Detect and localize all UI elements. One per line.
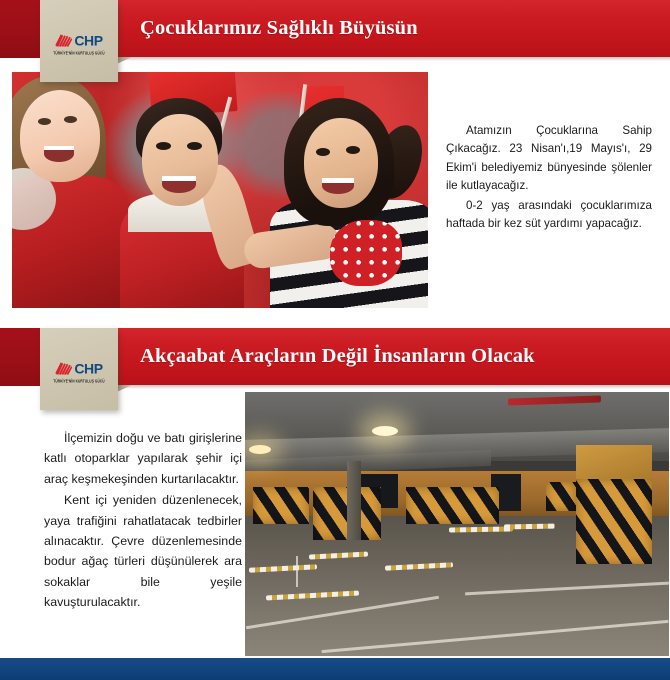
- garage-pillar: [347, 461, 361, 540]
- child-right-face: [304, 118, 378, 208]
- child-left-smile: [44, 146, 74, 162]
- paragraph: Kent içi yeniden düzenlenecek, yaya trafiğini rahatlatacak tedbirler alınacaktır. Çevre düzenlemesinde bodur ağaç türleri düşünülerek ara sokaklar bile yeşile kavuşturulacaktır.: [44, 493, 242, 610]
- chp-logo-row: [55, 33, 102, 47]
- child-center-eye: [156, 142, 171, 150]
- child-right-eye: [346, 146, 360, 154]
- banner-left-stub: [0, 0, 40, 58]
- garage-striped-column: [406, 487, 499, 524]
- child-center-smile: [162, 176, 196, 193]
- chp-logo-card-parking: [40, 328, 118, 410]
- section-title-children: Çocuklarımız Sağlıklı Büyüsün: [140, 17, 418, 39]
- wheel-stopper: [504, 524, 555, 530]
- chp-logo-text: CHP: [74, 32, 103, 49]
- chp-logo-text: CHP: [74, 360, 103, 377]
- chp-logo: [53, 33, 104, 55]
- six-arrows-emblem-icon: [55, 33, 72, 47]
- child-right-polka-dot-scarf: [330, 220, 402, 286]
- body-text-children: [446, 122, 652, 233]
- chp-logo-tagline: TÜRKİYE'NİN KURTULUŞ GÜCÜ: [53, 378, 105, 384]
- garage-striped-column: [546, 482, 576, 511]
- section-title-parking: Akçaabat Araçların Değil İnsanların Olacak: [140, 345, 535, 367]
- child-left-face: [20, 90, 100, 182]
- photo-children-with-flags: [12, 72, 428, 308]
- ceiling-lamp-icon: [249, 445, 271, 454]
- six-arrows-emblem-icon: [55, 361, 72, 375]
- child-right-eye: [316, 148, 330, 156]
- wheel-stopper: [448, 526, 512, 532]
- child-right-smile: [322, 178, 354, 194]
- child-left-eye: [64, 116, 77, 123]
- paragraph: İlçemizin doğu ve batı girişlerine katlı otoparklar yapılarak şehir içi araç keşmekeşinden kurtarılacaktır.: [44, 431, 242, 486]
- photo-parking-garage: [245, 392, 669, 656]
- chp-logo-tagline: TÜRKİYE'NİN KURTULUŞ GÜCÜ: [53, 50, 105, 56]
- paragraph: Atamızın Çocuklarına Sahip Çıkacağız. 23 Nisan'ı,19 Mayıs'ı, 29 Ekim'i belediyemiz bünyesinde şölenler ile kutlayacağız.: [446, 124, 652, 193]
- garage-striped-column: [253, 487, 308, 524]
- chp-logo: [53, 361, 104, 383]
- garage-striped-column: [576, 479, 652, 563]
- footer-bar: [0, 658, 670, 680]
- body-text-parking: [44, 428, 242, 613]
- chp-logo-row: [55, 361, 102, 375]
- banner-left-stub: [0, 328, 40, 386]
- parking-lane-line: [296, 556, 298, 588]
- chp-logo-card-children: [40, 0, 118, 82]
- garage-column-top: [576, 445, 652, 482]
- child-center-eye: [187, 142, 202, 150]
- child-left-eye: [38, 118, 51, 125]
- paragraph: 0-2 yaş arasındaki çocuklarımıza haftada bir kez süt yardımı yapacağız.: [446, 198, 652, 231]
